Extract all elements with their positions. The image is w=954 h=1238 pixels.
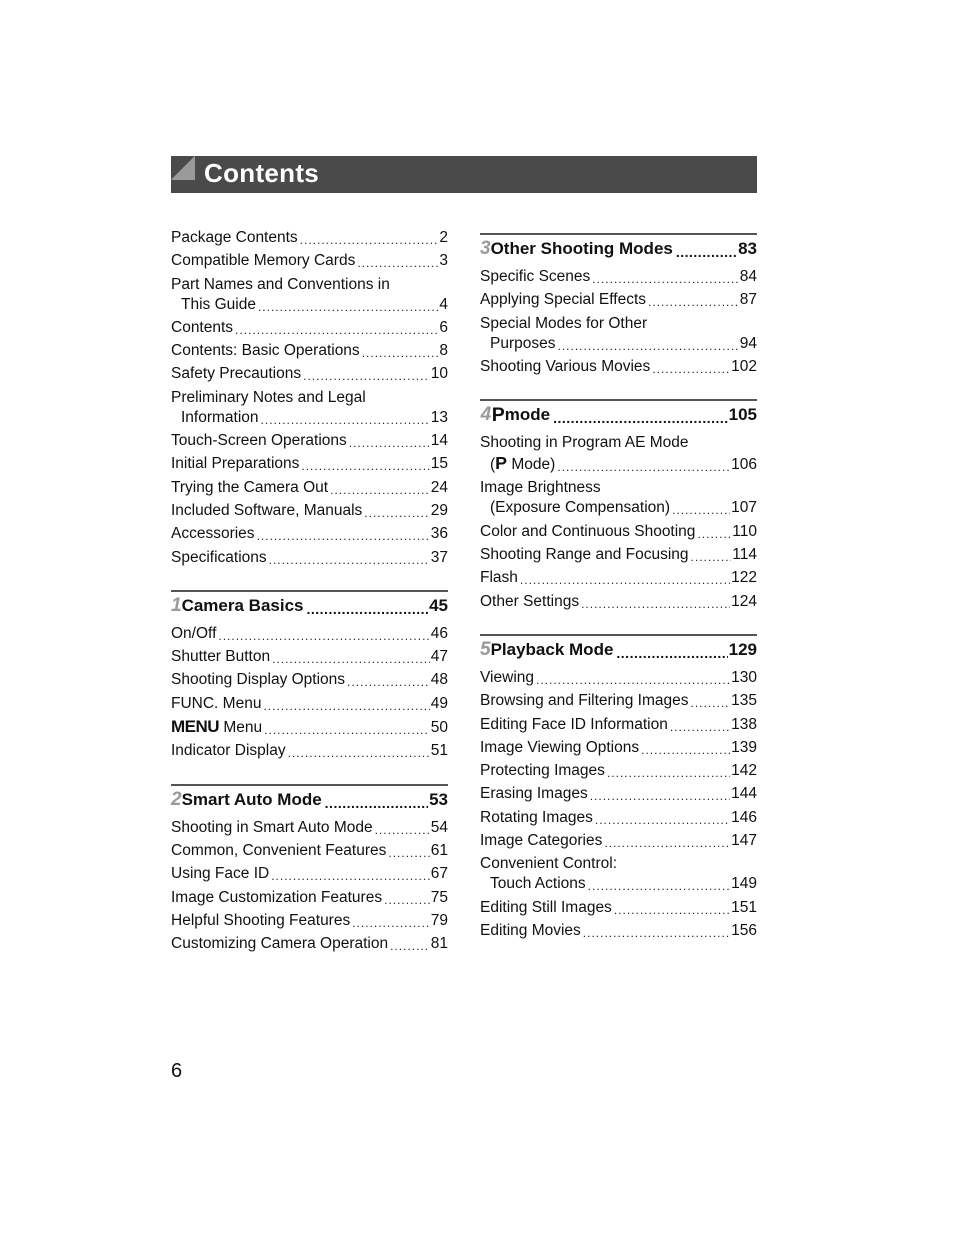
toc-entry-viewing-options[interactable]: Image Viewing Options ..... 139 [480,738,757,758]
toc-entry-package-contents[interactable]: Package Contents ..... 2 [171,228,448,248]
toc-entry-touch-actions[interactable]: Convenient Control: Touch Actions ..... 149 [480,854,757,894]
toc-entry-range-focusing[interactable]: Shooting Range and Focusing ..... 114 [480,545,757,565]
toc-entry-legal[interactable]: Preliminary Notes and Legal Information ..... 13 [171,388,448,428]
toc-entry-touch-screen[interactable]: Touch-Screen Operations ..... 14 [171,431,448,451]
toc-entry-trying-camera[interactable]: Trying the Camera Out ..... 24 [171,478,448,498]
chapter-number: 3 [480,238,491,259]
toc-entry-editing-face-id[interactable]: Editing Face ID Information ..... 138 [480,715,757,735]
program-mode-icon: P [495,453,508,474]
contents-title-banner [171,156,757,193]
toc-entry-convenient-features[interactable]: Common, Convenient Features ..... 61 [171,841,448,861]
toc-entry-customizing-camera[interactable]: Customizing Camera Operation ..... 81 [171,934,448,954]
toc-entry-rotating[interactable]: Rotating Images ..... 146 [480,808,757,828]
toc-entry-erasing[interactable]: Erasing Images ..... 144 [480,784,757,804]
toc-entry-accessories[interactable]: Accessories ..... 36 [171,524,448,544]
chapter-number: 4 [480,404,492,426]
toc-entry-initial-prep[interactable]: Initial Preparations ..... 15 [171,454,448,474]
toc-entry-categories[interactable]: Image Categories ..... 147 [480,831,757,851]
toc-entry-on-off[interactable]: On/Off ..... 46 [171,624,448,644]
page-number: 6 [171,1060,183,1082]
toc-entry-program-ae[interactable]: Shooting in Program AE Mode (P Mode) ..... 106 [480,433,757,475]
toc-entry-protecting[interactable]: Protecting Images ..... 142 [480,761,757,781]
toc-entry-other-settings[interactable]: Other Settings ..... 124 [480,592,757,612]
toc-entry-basic-operations[interactable]: Contents: Basic Operations ..... 8 [171,341,448,361]
toc-entry-indicator[interactable]: Indicator Display ..... 51 [171,741,448,761]
toc-entry-customization[interactable]: Image Customization Features ..... 75 [171,888,448,908]
left-column [171,228,448,957]
toc-entry-shutter[interactable]: Shutter Button ..... 47 [171,647,448,667]
toc-entry-editing-movies[interactable]: Editing Movies ..... 156 [480,921,757,941]
toc-entry-browsing[interactable]: Browsing and Filtering Images ..... 135 [480,691,757,711]
toc-entry-editing-stills[interactable]: Editing Still Images ..... 151 [480,898,757,918]
chapter-number: 2 [171,788,182,810]
toc-entry-special-modes[interactable]: Special Modes for Other Purposes ..... 94 [480,314,757,354]
toc-entry-face-id[interactable]: Using Face ID ..... 67 [171,864,448,884]
toc-entry-menu[interactable]: MENU Menu ..... 50 [171,717,448,738]
toc-entry-image-brightness[interactable]: Image Brightness (Exposure Compensation) ..... 107 [480,478,757,518]
chapter-number: 5 [480,638,491,660]
chapter-4-heading[interactable]: 4 P mode ..... 105 [480,399,757,427]
right-column [480,233,757,944]
toc-entry-specific-scenes[interactable]: Specific Scenes ..... 84 [480,267,757,287]
toc-entry-various-movies[interactable]: Shooting Various Movies ..... 102 [480,357,757,377]
toc-entry-software[interactable]: Included Software, Manuals ..... 29 [171,501,448,521]
toc-entry-special-effects[interactable]: Applying Special Effects ..... 87 [480,290,757,310]
toc-entry-specifications[interactable]: Specifications ..... 37 [171,548,448,568]
chapter-2-heading[interactable]: 2 Smart Auto Mode ..... 53 [171,784,448,812]
page-title: Contents [204,158,320,188]
toc-entry-func-menu[interactable]: FUNC. Menu ..... 49 [171,694,448,714]
toc-entry-color-continuous[interactable]: Color and Continuous Shooting ..... 110 [480,522,757,542]
banner-corner-triangle [171,156,195,180]
toc-entry-safety[interactable]: Safety Precautions ..... 10 [171,364,448,384]
menu-icon: MENU [171,717,220,737]
chapter-1-heading[interactable]: 1 Camera Basics ..... 45 [171,590,448,618]
toc-entry-flash[interactable]: Flash ..... 122 [480,568,757,588]
toc-entry-smart-auto[interactable]: Shooting in Smart Auto Mode ..... 54 [171,818,448,838]
toc-entry-viewing[interactable]: Viewing ..... 130 [480,668,757,688]
chapter-5-heading[interactable]: 5 Playback Mode ..... 129 [480,634,757,662]
chapter-number: 1 [171,594,182,616]
toc-entry-part-names[interactable]: Part Names and Conventions in This Guide ..... 4 [171,275,448,315]
program-mode-icon: P [491,404,505,427]
chapter-3-heading[interactable]: 3 Other Shooting Modes ..... 83 [480,233,757,261]
toc-entry-memory-cards[interactable]: Compatible Memory Cards ..... 3 [171,251,448,271]
toc-entry-helpful-features[interactable]: Helpful Shooting Features ..... 79 [171,911,448,931]
toc-entry-display-options[interactable]: Shooting Display Options ..... 48 [171,670,448,690]
toc-entry-contents[interactable]: Contents ..... 6 [171,318,448,338]
